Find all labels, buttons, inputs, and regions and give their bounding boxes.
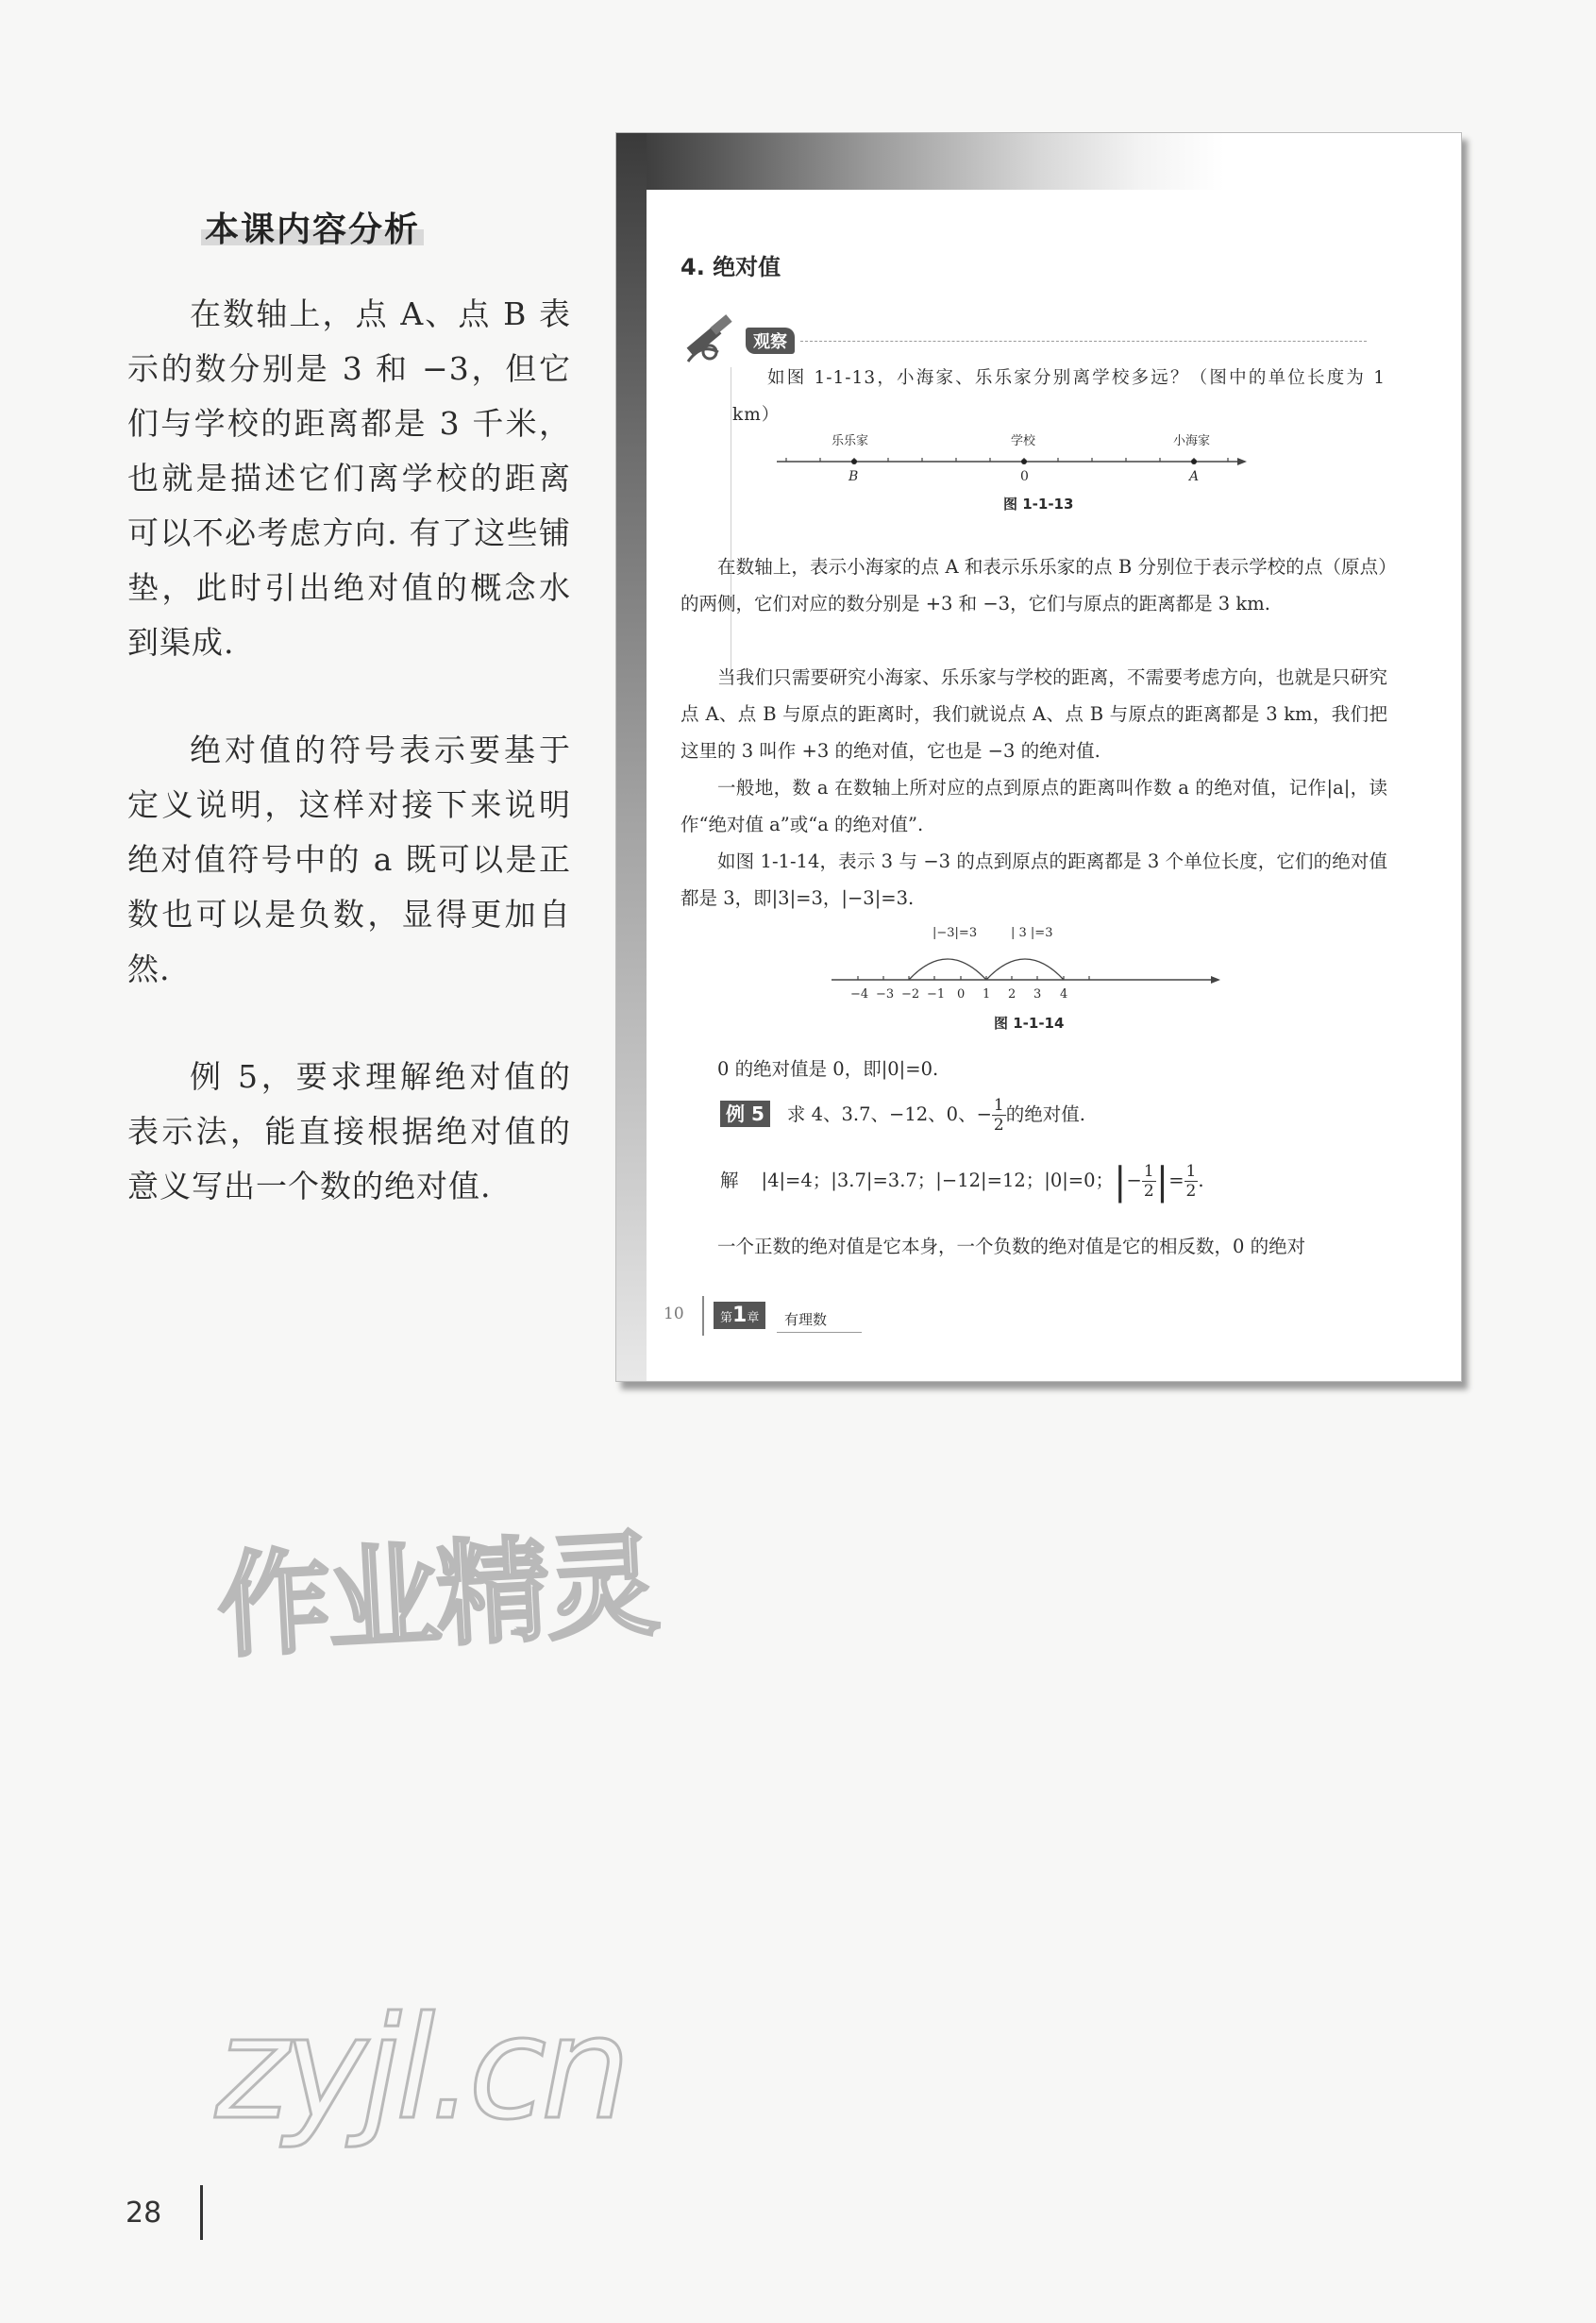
fig14-tick: 3 [1033,987,1042,1002]
solution: 解 |4|=4；|3.7|=3.7；|−12|=12；|0|=0；|− $\frac{1}{2}$ |= $\frac{1}{2}$ . [720,1159,1204,1204]
paragraph-2: 当我们只需要研究小海家、乐乐家与学校的距离，不需要考虑方向，也就是只研究点 A、点 B 与原点的距离时，我们就说点 A、点 B 与原点的距离都是 3 km，我们把这里的 3 叫作 +3 的绝对值，它也是 −3 的绝对值. [680,666,1387,762]
section-heading: 4. 绝对值 [680,254,781,280]
abs-bar: | [1155,1159,1169,1204]
textbook-page [615,132,1462,1382]
paragraph-4: 如图 1-1-14，表示 3 与 −3 的点到原点的距离都是 3 个单位长度，它们的绝对值都是 3，即|3|=3，|−3|=3. [680,850,1387,909]
divider [777,1332,862,1333]
fig14-tick: 1 [983,987,991,1002]
fig14-tick: −2 [901,987,920,1002]
paragraph-last: 一个正数的绝对值是它本身，一个负数的绝对值是它的相反数，0 的绝对 [717,1236,1306,1257]
fig14-arc-label-right: | 3 |=3 [1011,926,1053,940]
fig13-label-school: 学校 [1011,434,1036,448]
example-5 [720,1096,1085,1135]
fig13-label-xiaohai: 小海家 [1173,434,1211,448]
page-number-divider [200,2185,203,2240]
paragraph-5: 0 的绝对值是 0，即|0|=0. [717,1058,939,1080]
chapter-title: 有理数 [784,1311,828,1328]
observe-text: 如图 1-1-13，小海家、乐乐家分别离学校多远？（图中的单位长度为 1 km） [732,368,1386,425]
fig14-tick: −4 [850,987,869,1002]
divider [702,1296,704,1336]
divider [800,341,1367,342]
fig13-label-lele: 乐乐家 [832,434,869,448]
section-title: 本课内容分析 [201,203,424,251]
fig13-point-a: A [1189,469,1200,484]
watermark-url: zyjl.cn [215,1987,626,2151]
fig13-point-origin: 0 [1020,469,1029,484]
fig14-tick: −1 [927,987,946,1002]
analysis-note-2: 绝对值的符号表示要基于定义说明，这样对接下来说明绝对值符号中的 a 既可以是正数也可以是负数，显得更加自然. [127,732,571,987]
fig14-tick: 4 [1060,987,1068,1002]
example-tail: 的绝对值. [1005,1103,1085,1125]
chapter-badge: 第1章 [714,1302,765,1329]
solution-eq: = [1168,1170,1184,1191]
paragraph-3: 一般地，数 a 在数轴上所对应的点到原点的距离叫作数 a 的绝对值，记作|a|，读作“绝对值 a”或“a 的绝对值”. [680,777,1387,835]
fig14-tick: 2 [1008,987,1016,1002]
analysis-note-3: 例 5，要求理解绝对值的表示法，能直接根据绝对值的意义写出一个数的绝对值. [127,1058,571,1204]
fig14-arc-label-left: |−3|=3 [932,926,978,940]
solution-text: |4|=4；|3.7|=3.7；|−12|=12；|0|=0； [761,1170,1115,1191]
analysis-column [127,203,571,1214]
fig14-tick: 0 [957,987,966,1002]
example-badge: 例 5 [720,1101,770,1127]
figure-caption: 图 1-1-14 [994,1015,1065,1032]
sidebar-decoration [616,133,647,1381]
banner-decoration [616,133,1461,190]
book-page-number: 10 [664,1305,684,1323]
analysis-note-1: 在数轴上，点 A、点 B 表示的数分别是 3 和 −3，但它们与学校的距离都是 3 千米，也就是描述它们离学校的距离可以不必考虑方向. 有了这些铺垫，此时引出绝对值的概念水到渠成. [127,295,571,661]
observe-badge: 观察 [746,328,795,354]
fraction-one-half: $\frac{1}{2}$ [1185,1162,1197,1201]
watermark-logo: 作业精灵 [214,1519,659,1675]
fig14-tick: −3 [876,987,895,1002]
abs-bar: | [1114,1159,1127,1204]
solution-label: 解 [720,1170,739,1191]
fig13-point-b: B [848,469,859,484]
page-number: 28 [126,2197,162,2230]
fraction-one-half: $\frac{1}{2}$ [1143,1162,1154,1201]
figure-caption: 图 1-1-13 [1003,496,1074,513]
example-text: 求 4、3.7、−12、0、− [786,1103,992,1125]
solution-neg: − [1126,1170,1142,1191]
fraction-one-half: $\frac{1}{2}$ [993,1096,1004,1135]
paragraph-1: 在数轴上，表示小海家的点 A 和表示乐乐家的点 B 分别位于表示学校的点（原点）的两侧，它们对应的数分别是 +3 和 −3，它们与原点的距离都是 3 km. [680,556,1387,614]
